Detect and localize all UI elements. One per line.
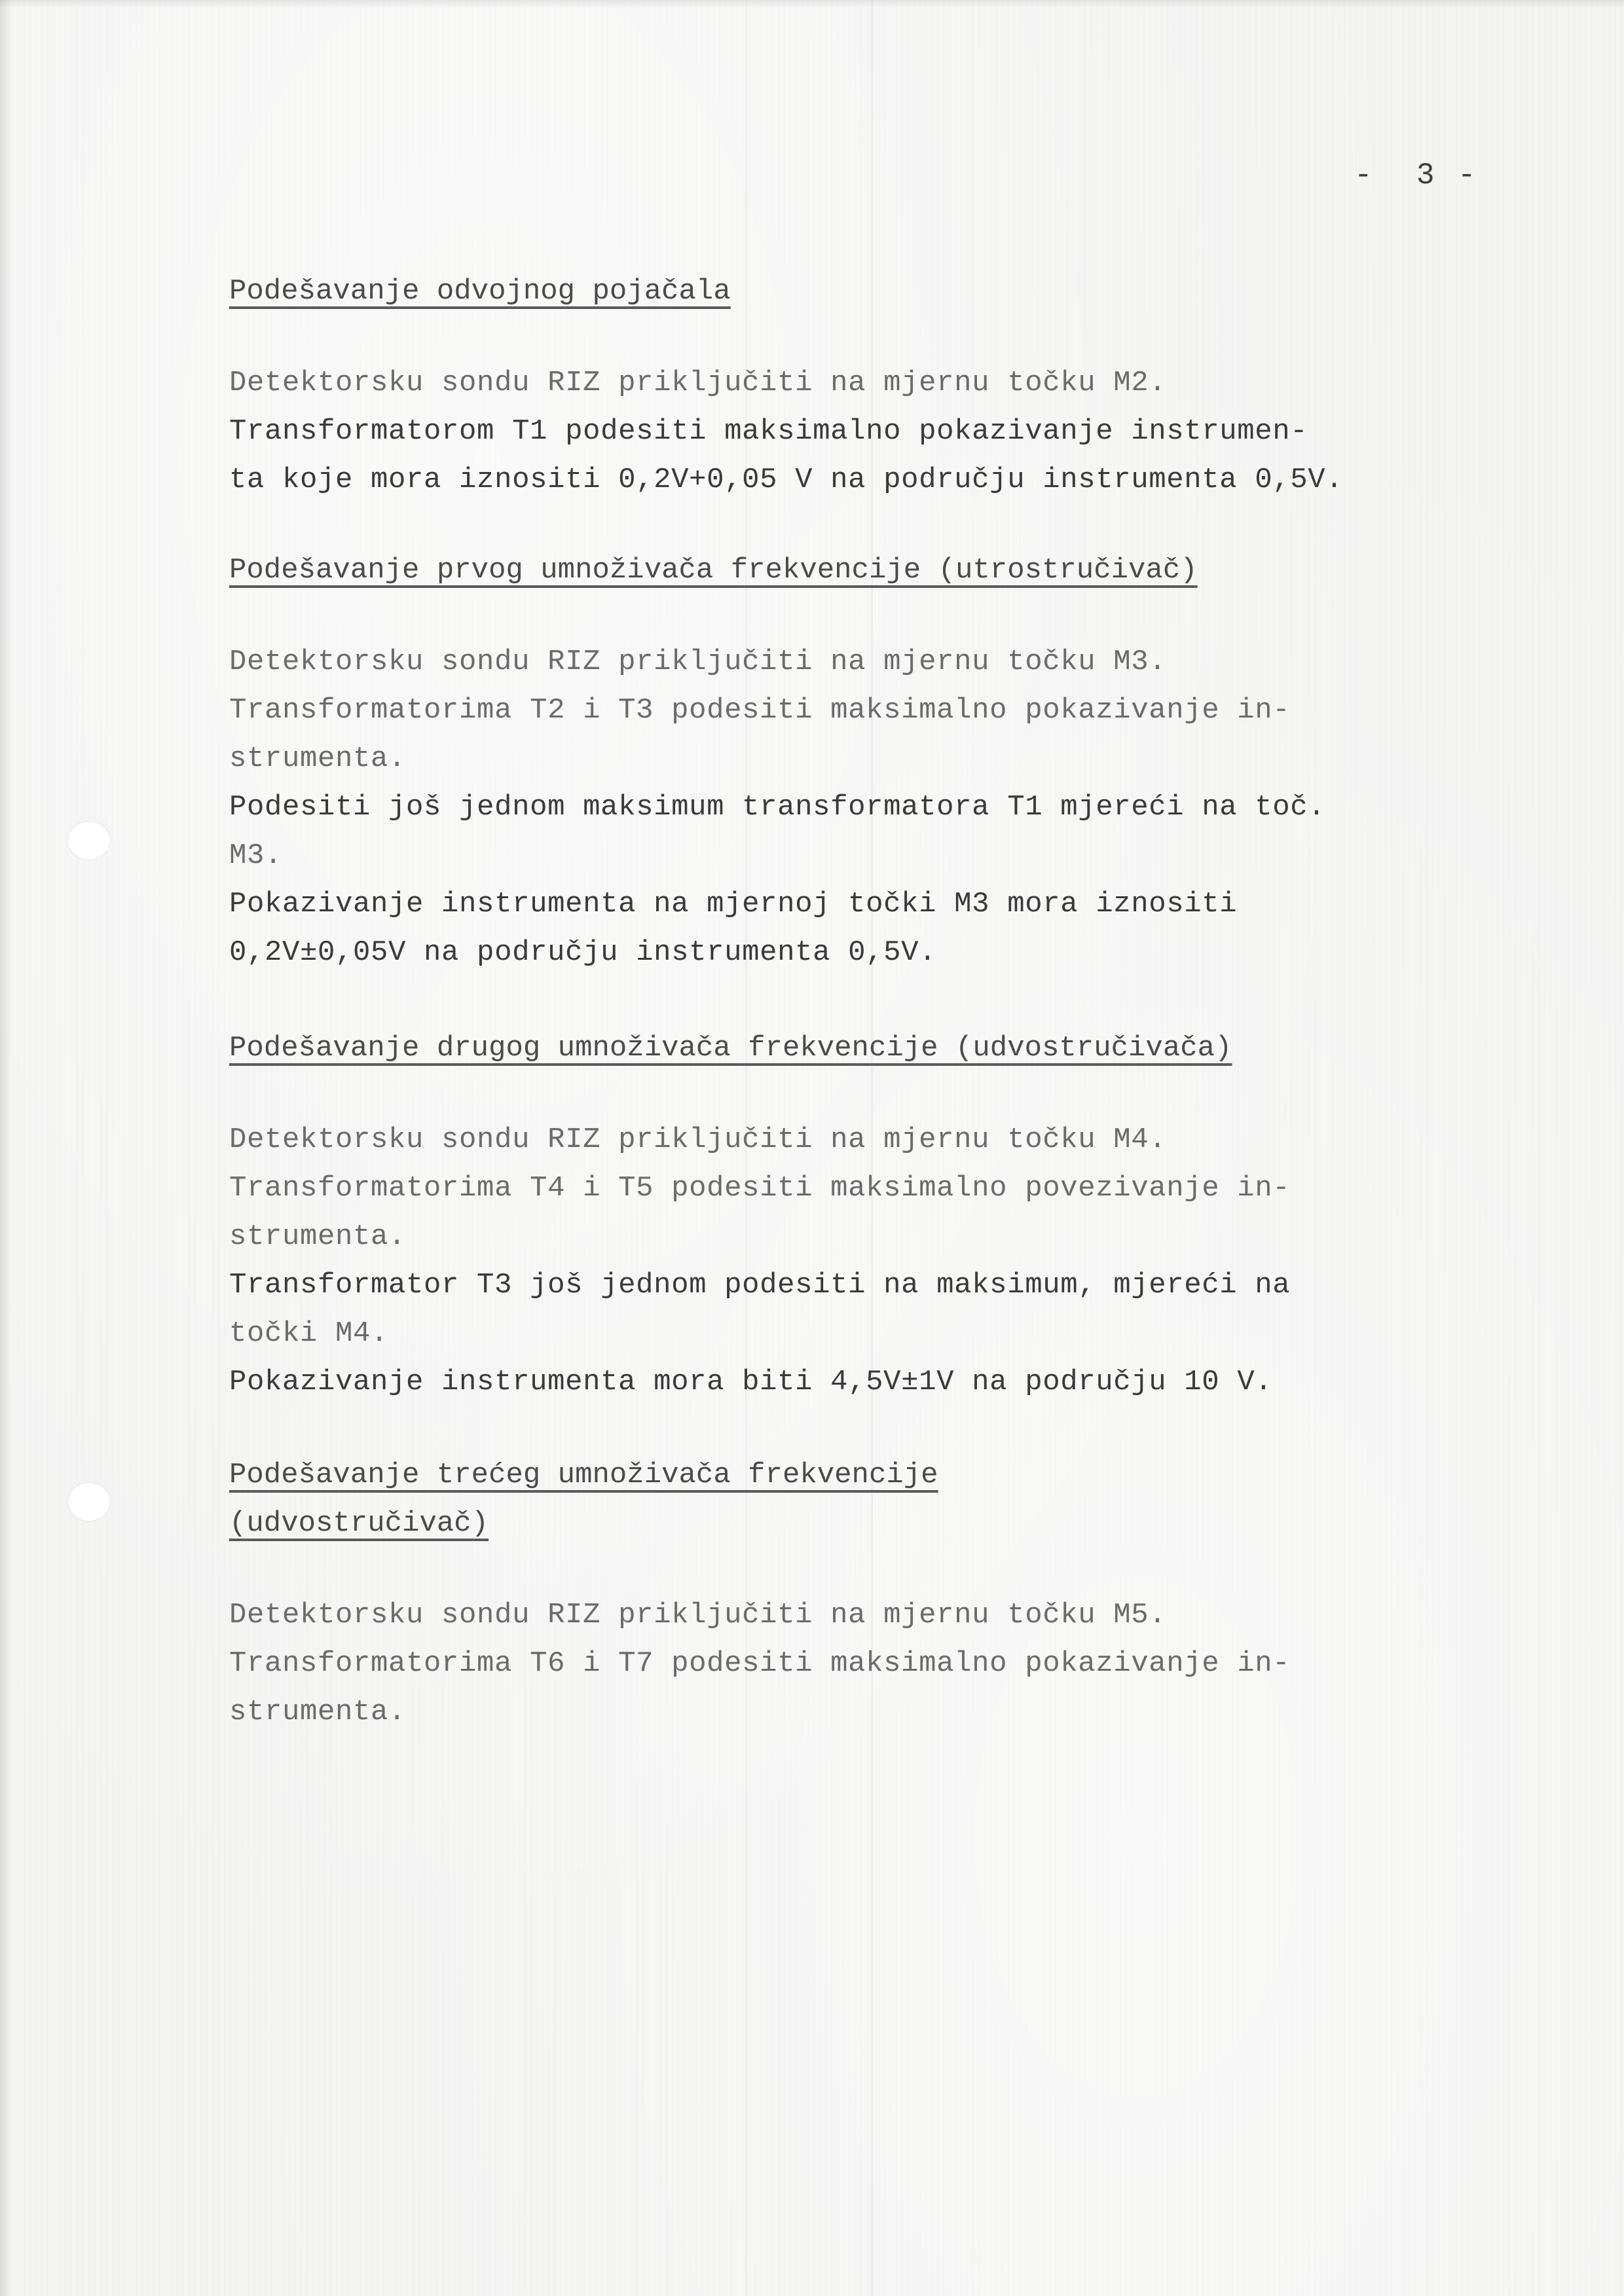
instruction-line: Pokazivanje instrumenta mora biti 4,5V±1V na području 10 V.: [229, 1366, 1273, 1398]
instruction-line: Pokazivanje instrumenta na mjernoj točki M3 mora iznositi: [229, 888, 1238, 920]
section-treci-umnozivac: [229, 1451, 1473, 1736]
instruction-line: Detektorsku sondu RIZ priključiti na mjernu točku M4.: [229, 1123, 1167, 1156]
scan-edge-shadow-top: [0, 0, 1624, 8]
page-number: - 3 -: [1354, 158, 1479, 192]
section-heading-text: Podešavanje odvojnog pojačala: [229, 275, 731, 308]
instruction-line: Transformatorima T2 i T3 podesiti maksimalno pokazivanje in-: [229, 694, 1291, 727]
instruction-line: Transformatorima T4 i T5 podesiti maksimalno povezivanje in-: [229, 1172, 1291, 1205]
section-heading-text: (udvostručivač): [229, 1507, 489, 1540]
instruction-line: točki M4.: [229, 1317, 389, 1350]
instruction-line: M3.: [229, 839, 283, 872]
scan-edge-shadow-left: [0, 0, 12, 2296]
instruction-line: Podesiti još jednom maksimum transformatora T1 mjereći na toč.: [229, 791, 1326, 824]
section-heading: [229, 1024, 1473, 1072]
instruction-line: Transformatorom T1 podesiti maksimalno pokazivanje instrumen-: [229, 415, 1308, 448]
section-odvojno-pojacalo: [229, 267, 1473, 504]
instruction-line: 0,2V±0,05V na području instrumenta 0,5V.: [229, 936, 937, 969]
section-heading: [229, 1451, 1473, 1548]
instruction-line: Detektorsku sondu RIZ priključiti na mjernu točku M3.: [229, 646, 1167, 678]
instruction-line: Transformator T3 još jednom podesiti na maksimum, mjereći na: [229, 1269, 1291, 1302]
section-heading-text: Podešavanje drugog umnoživača frekvencije (udvostručivača): [229, 1032, 1232, 1065]
section-prvi-umnozivac: [229, 546, 1473, 977]
instruction-line: Transformatorima T6 i T7 podesiti maksimalno pokazivanje in-: [229, 1647, 1291, 1680]
section-heading: [229, 546, 1473, 594]
section-heading-text: Podešavanje prvog umnoživača frekvencije (utrostručivač): [229, 554, 1198, 587]
section-drugi-umnozivac: [229, 1024, 1473, 1406]
document-body: [229, 267, 1473, 1736]
instruction-line: Detektorsku sondu RIZ priključiti na mjernu točku M2.: [229, 367, 1167, 399]
punch-hole: [68, 822, 110, 860]
instruction-line: strumenta.: [229, 1696, 407, 1728]
instruction-line: ta koje mora iznositi 0,2V+0,05 V na području instrumenta 0,5V.: [229, 464, 1344, 496]
instruction-line: strumenta.: [229, 1220, 407, 1253]
punch-hole: [68, 1483, 110, 1521]
section-heading: [229, 267, 1473, 316]
instruction-line: Detektorsku sondu RIZ priključiti na mjernu točku M5.: [229, 1599, 1167, 1631]
instruction-line: strumenta.: [229, 742, 407, 775]
section-heading-text: Podešavanje trećeg umnoživača frekvencije: [229, 1459, 938, 1491]
